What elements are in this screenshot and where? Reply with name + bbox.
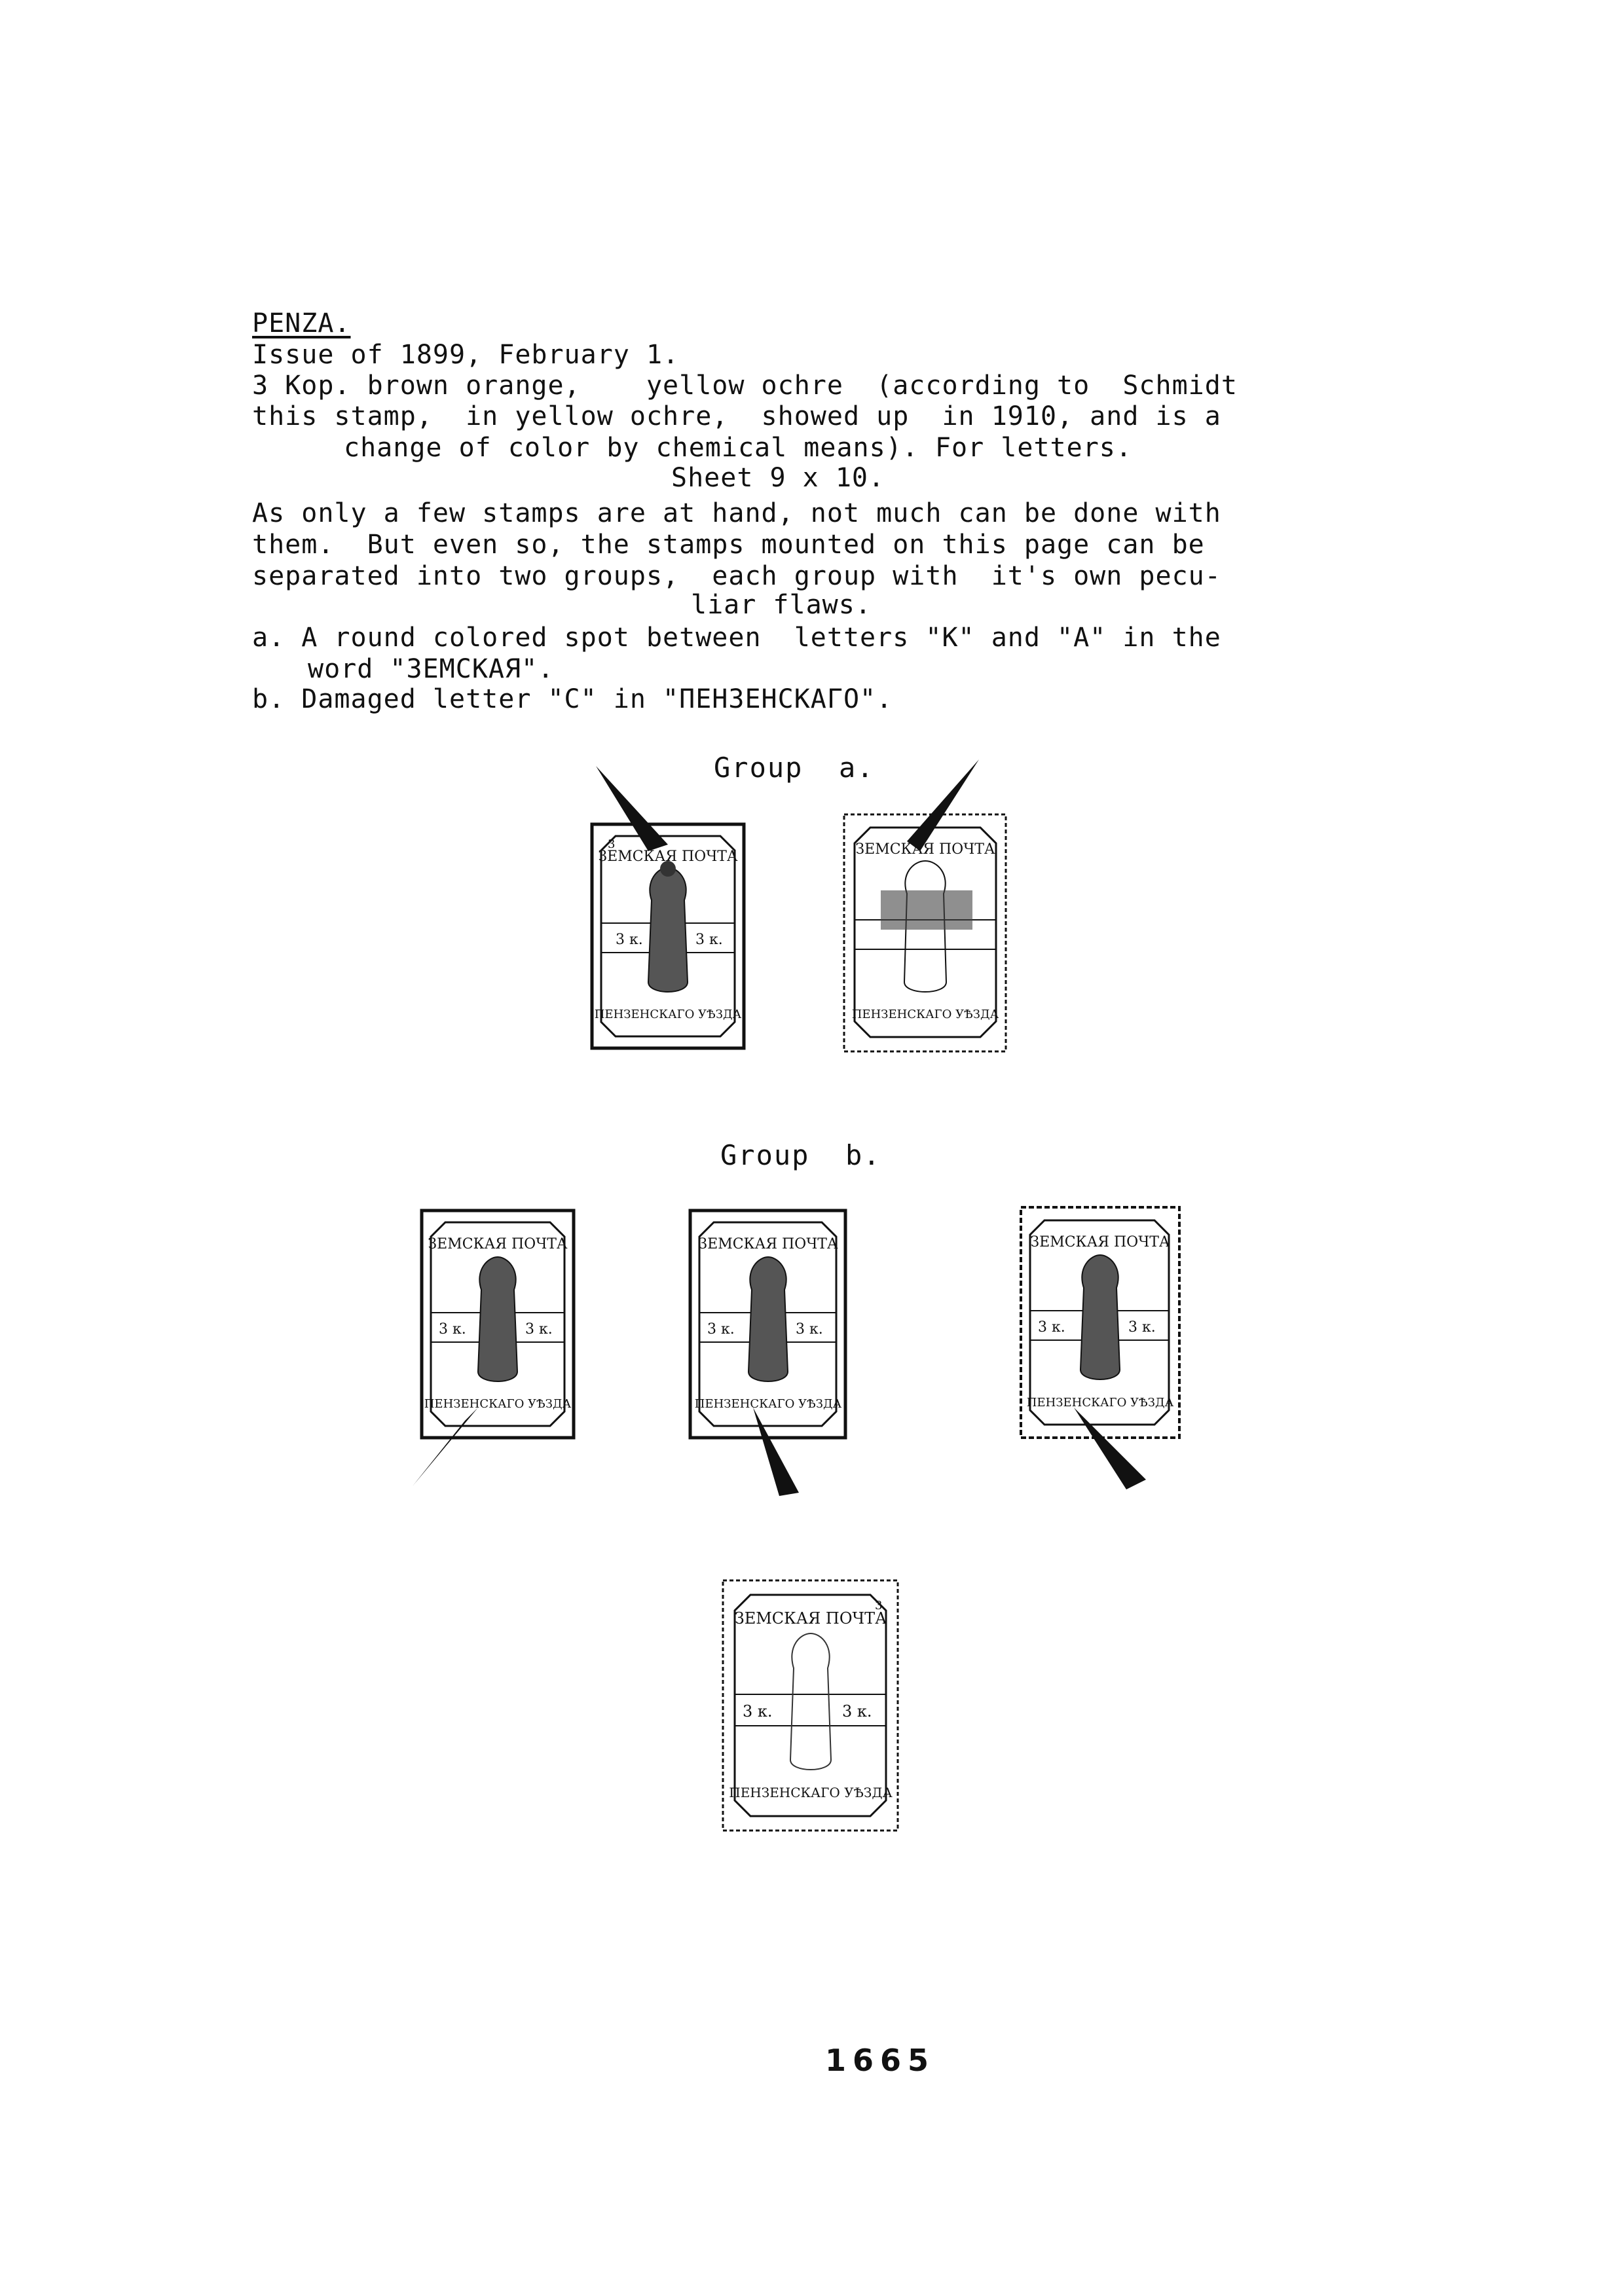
text-line: Issue of 1899, February 1. [252,340,680,370]
stamp-top-text: ЗЕМСКАЯ ПОЧТА [598,848,738,865]
group-b-caption: Group b. [720,1139,881,1171]
flaw-pointer-b-1 [413,1408,478,1486]
stamp-group-a-1 [589,822,747,1051]
text-line: change of color by chemical means). For letters. [344,433,1132,463]
stamp-top-text: ЗЕМСКАЯ ПОЧТА [1030,1234,1170,1250]
stamp-group-b-3 [1018,1205,1182,1440]
stamp-value-left: 3 к. [439,1321,466,1338]
stamp-value-right: 3 к. [1128,1319,1156,1336]
heading: PENZA. [252,308,351,338]
stamp-bottom-text: ПЕНЗЕНСКАГО УѢЗДА [1026,1396,1174,1410]
text-line: As only a few stamps are at hand, not much can be done with [252,498,1221,528]
stamp-value-left: 3 к. [1038,1319,1065,1336]
stamp-group-b-1 [419,1208,576,1440]
text-line: word "ЗЕМСКАЯ". [308,654,555,684]
text-line: them. But even so, the stamps mounted on this page can be [252,530,1205,560]
stamp-top-text: ЗЕМСКАЯ ПОЧТА [734,1609,887,1628]
stamp-bottom-text: ПЕНЗЕНСКАГО УѢЗДА [424,1397,572,1411]
flaw-pointer-a-2 [907,759,979,851]
stamp-value-left: 3 к. [707,1321,735,1338]
stamp-value-left: 3 к. [743,1702,773,1721]
stamp-value-left: 3 к. [616,932,643,948]
text-line: this stamp, in yellow ochre, showed up in 1910, and is a [252,401,1221,431]
stamp-top-text: ЗЕМСКАЯ ПОЧТА [855,841,995,858]
stamp-value-right: 3 к. [842,1702,872,1721]
stamp-group-b-2 [688,1208,848,1440]
page-number: 1665 [825,2043,936,2078]
text-line: 3 Kop. brown orange, yellow ochre (according to Schmidt [252,371,1238,401]
group-a-caption: Group a. [714,752,875,784]
stamp-top-text: ЗЕМСКАЯ ПОЧТА [428,1236,568,1252]
text-line: Sheet 9 x 10. [671,463,885,493]
stamp-top-text: ЗЕМСКАЯ ПОЧТА [698,1236,838,1252]
stamp-single [720,1578,900,1833]
text-line: b. Damaged letter "C" in "ПЕНЗЕНСКАГО". [252,684,893,714]
flaw-pointer-b-2 [753,1408,799,1496]
stamp-value-right: 3 к. [695,932,723,948]
stamp-corner-value: 3 [608,837,616,851]
flaw-pointer-b-3 [1074,1408,1146,1489]
stamp-corner-value: 3 [875,1599,883,1613]
stamp-value-right: 3 к. [525,1321,553,1338]
stamp-bottom-text: ПЕНЗЕНСКАГО УѢЗДА [851,1008,999,1021]
stamp-bottom-text: ПЕНЗЕНСКАГО УѢЗДА [594,1008,742,1021]
stamp-bottom-text: ПЕНЗЕНСКАГО УѢЗДА [729,1785,893,1800]
text-line: liar flaws. [691,590,872,620]
flaw-pointer-a-1 [596,766,674,851]
stamp-bottom-text: ПЕНЗЕНСКАГО УѢЗДА [694,1397,842,1411]
text-line: separated into two groups, each group with it's own pecu- [252,561,1221,591]
stamp-value-right: 3 к. [796,1321,823,1338]
text-line: a. A round colored spot between letters "K" and "A" in the [252,623,1221,653]
